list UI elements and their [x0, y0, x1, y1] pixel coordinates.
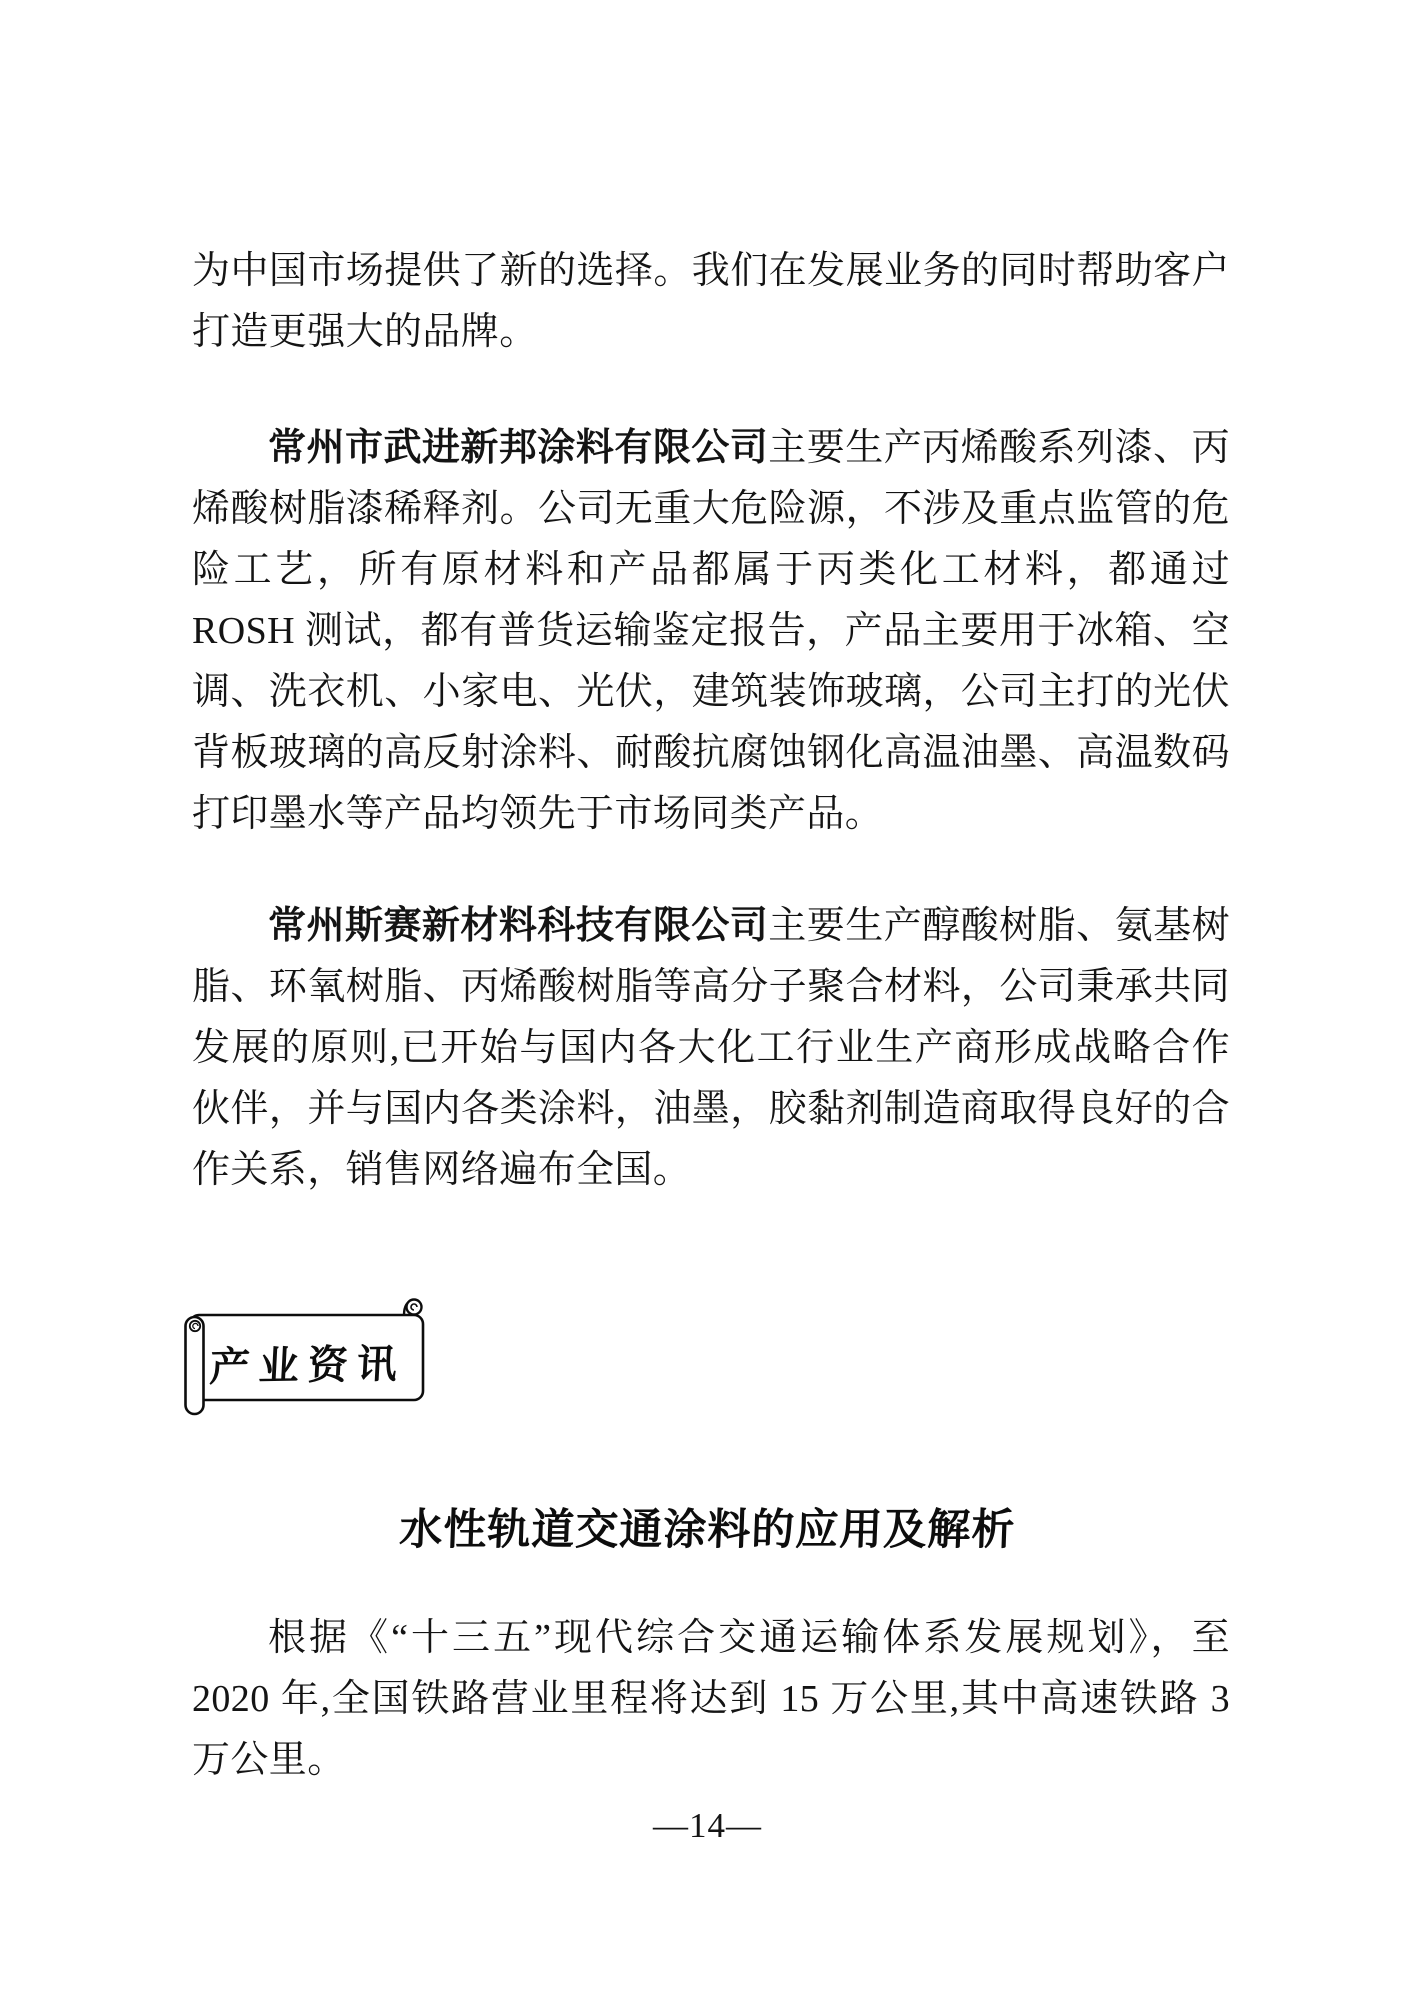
paragraph-continuation	[192, 241, 1230, 363]
section-banner	[180, 1294, 440, 1424]
banner-label: 产业资讯	[208, 1340, 408, 1391]
paragraph-text: 主要生产丙烯酸系列漆、丙烯酸树脂漆稀释剂。公司无重大危险源，不涉及重点监管的危险工艺，所有原材料和产品都属于丙类化工材料，都通过 ROSH 测试，都有普货运输鉴定报告，产品主要用于冰箱、空调、洗衣机、小家电、光伏，建筑装饰玻璃，公司主打的光伏背板玻璃的高反射涂料、耐酸抗腐蚀钢化高温油墨、高温数码打印墨水等产品均领先于市场同类产品。	[192, 427, 1230, 835]
paragraph-company-xinbang	[192, 418, 1230, 845]
paragraph-text: 为中国市场提供了新的选择。我们在发展业务的同时帮助客户打造更强大的品牌。	[192, 250, 1230, 353]
paragraph-text: 根据《“十三五”现代综合交通运输体系发展规划》，至 2020 年,全国铁路营业里程将达到 15 万公里,其中高速铁路 3 万公里。	[192, 1617, 1230, 1781]
paragraph-article-intro	[192, 1608, 1230, 1791]
company-name-bold: 常州斯赛新材料科技有限公司	[268, 905, 769, 947]
paragraph-company-sisai	[192, 896, 1230, 1201]
article-title: 水性轨道交通涂料的应用及解析	[398, 1505, 1017, 1555]
company-name-bold: 常州市武进新邦涂料有限公司	[268, 427, 769, 469]
paragraph-text: 主要生产醇酸树脂、氨基树脂、环氧树脂、丙烯酸树脂等高分子聚合材料，公司秉承共同发展的原则,已开始与国内各大化工行业生产商形成战略合作伙伴，并与国内各类涂料，油墨，胶黏剂制造商取得良好的合作关系，销售网络遍布全国。	[192, 905, 1230, 1191]
page-number: —14—	[653, 1806, 762, 1845]
